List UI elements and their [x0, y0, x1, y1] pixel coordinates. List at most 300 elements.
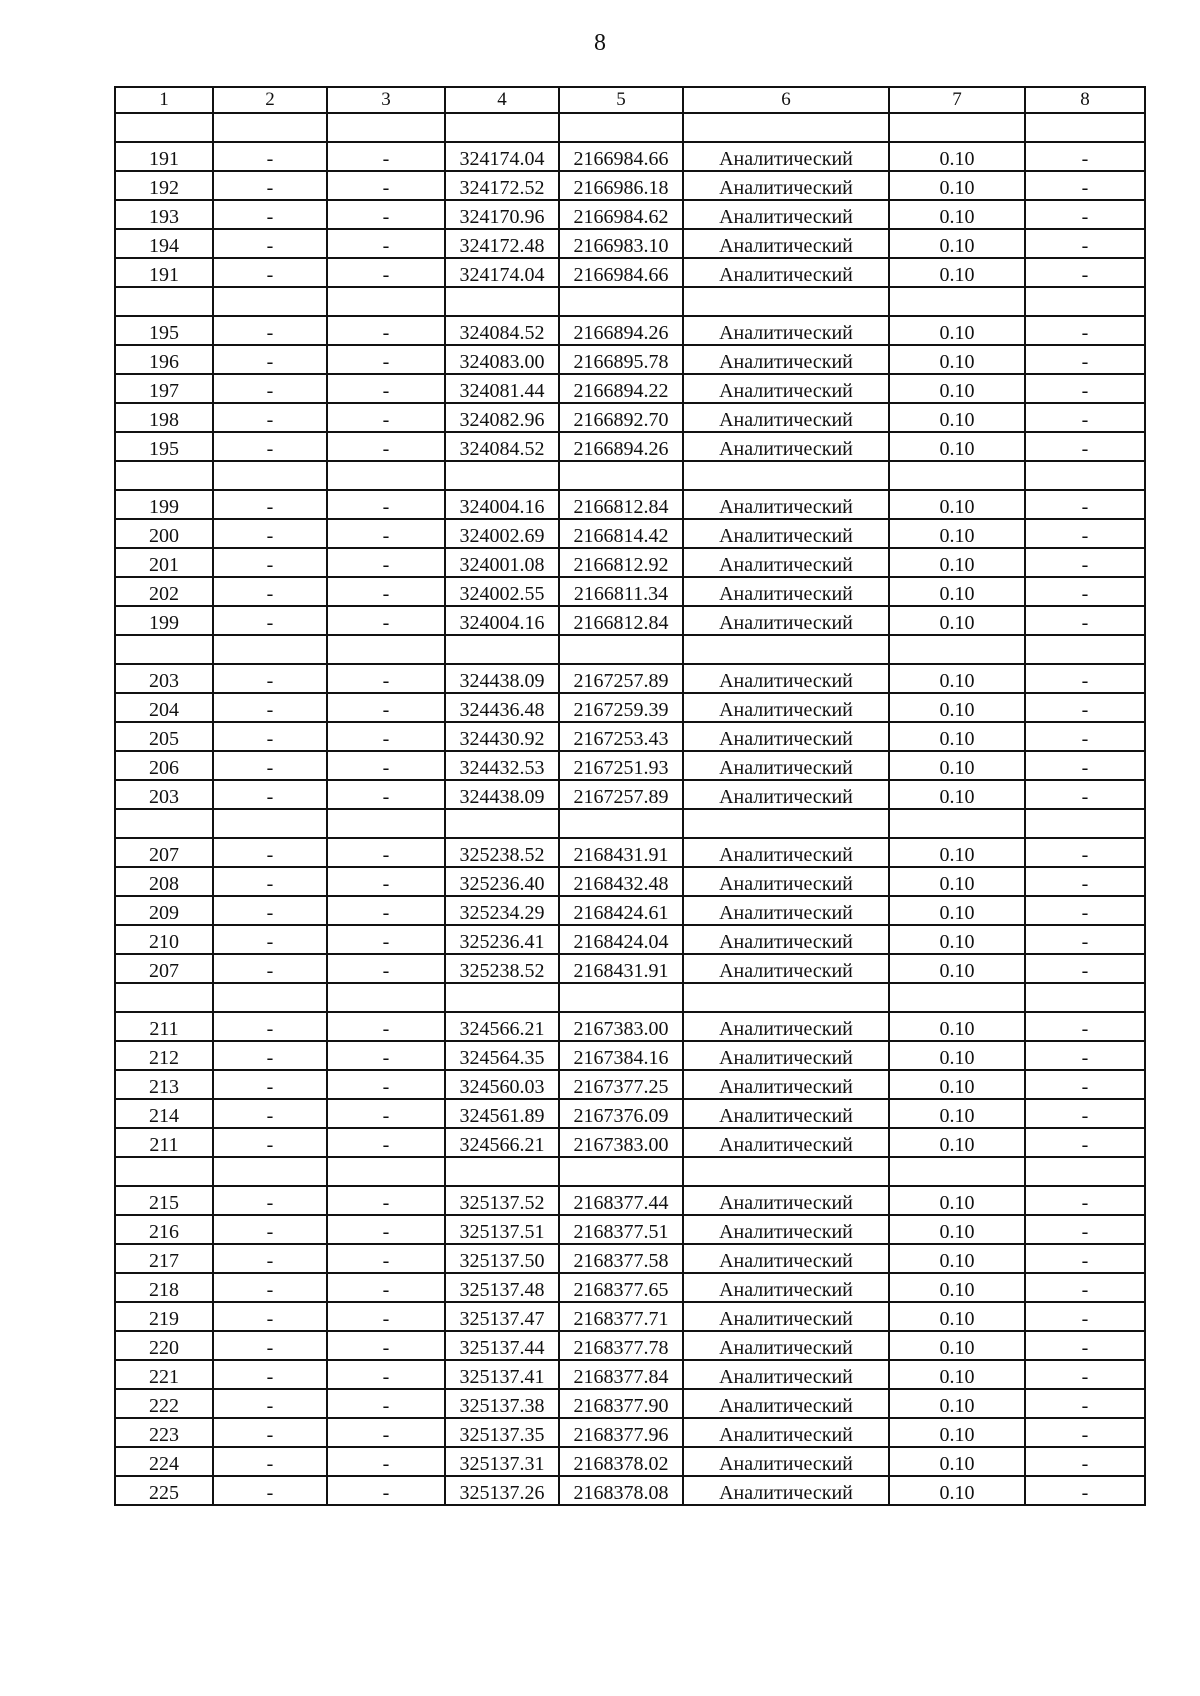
col2-cell — [213, 1157, 327, 1186]
method-cell: Аналитический — [683, 1128, 889, 1157]
col8-cell: - — [1025, 548, 1145, 577]
col8-cell: - — [1025, 751, 1145, 780]
col2-cell: - — [213, 606, 327, 635]
y-coordinate-cell: 2166892.70 — [559, 403, 683, 432]
point-number-cell: 197 — [115, 374, 213, 403]
y-coordinate-cell: 2166894.26 — [559, 316, 683, 345]
accuracy-cell: 0.10 — [889, 1012, 1025, 1041]
col3-cell: - — [327, 722, 445, 751]
col3-cell: - — [327, 1186, 445, 1215]
col2-cell — [213, 809, 327, 838]
x-coordinate-cell: 324438.09 — [445, 780, 559, 809]
y-coordinate-cell: 2167257.89 — [559, 780, 683, 809]
x-coordinate-cell: 325137.47 — [445, 1302, 559, 1331]
accuracy-cell: 0.10 — [889, 229, 1025, 258]
column-header: 5 — [559, 87, 683, 113]
table-row — [115, 316, 1145, 345]
col2-cell: - — [213, 345, 327, 374]
point-number-cell: 224 — [115, 1447, 213, 1476]
x-coordinate-cell: 324561.89 — [445, 1099, 559, 1128]
accuracy-cell: 0.10 — [889, 954, 1025, 983]
point-number-cell: 198 — [115, 403, 213, 432]
accuracy-cell: 0.10 — [889, 1360, 1025, 1389]
col3-cell: - — [327, 1389, 445, 1418]
table-row — [115, 1447, 1145, 1476]
table-row — [115, 200, 1145, 229]
point-number-cell: 212 — [115, 1041, 213, 1070]
col3-cell: - — [327, 867, 445, 896]
col8-cell: - — [1025, 432, 1145, 461]
method-cell: Аналитический — [683, 925, 889, 954]
method-cell: Аналитический — [683, 490, 889, 519]
accuracy-cell — [889, 461, 1025, 490]
x-coordinate-cell: 324002.55 — [445, 577, 559, 606]
accuracy-cell: 0.10 — [889, 1215, 1025, 1244]
y-coordinate-cell — [559, 1157, 683, 1186]
method-cell: Аналитический — [683, 432, 889, 461]
x-coordinate-cell: 325137.26 — [445, 1476, 559, 1505]
method-cell: Аналитический — [683, 345, 889, 374]
col3-cell: - — [327, 1070, 445, 1099]
col3-cell: - — [327, 374, 445, 403]
table-row — [115, 606, 1145, 635]
method-cell: Аналитический — [683, 1244, 889, 1273]
y-coordinate-cell: 2167383.00 — [559, 1128, 683, 1157]
col3-cell: - — [327, 1273, 445, 1302]
point-number-cell — [115, 635, 213, 664]
x-coordinate-cell: 325137.35 — [445, 1418, 559, 1447]
col2-cell: - — [213, 577, 327, 606]
col8-cell: - — [1025, 1418, 1145, 1447]
y-coordinate-cell: 2168377.44 — [559, 1186, 683, 1215]
col3-cell: - — [327, 780, 445, 809]
y-coordinate-cell: 2167251.93 — [559, 751, 683, 780]
col2-cell: - — [213, 838, 327, 867]
col8-cell: - — [1025, 519, 1145, 548]
col3-cell — [327, 113, 445, 142]
table-row — [115, 171, 1145, 200]
y-coordinate-cell: 2168378.08 — [559, 1476, 683, 1505]
x-coordinate-cell — [445, 287, 559, 316]
accuracy-cell — [889, 1157, 1025, 1186]
col2-cell: - — [213, 548, 327, 577]
col2-cell: - — [213, 1244, 327, 1273]
table-row — [115, 1360, 1145, 1389]
col8-cell — [1025, 983, 1145, 1012]
column-header: 1 — [115, 87, 213, 113]
col3-cell: - — [327, 606, 445, 635]
method-cell: Аналитический — [683, 316, 889, 345]
method-cell: Аналитический — [683, 229, 889, 258]
col8-cell — [1025, 809, 1145, 838]
table-row — [115, 490, 1145, 519]
point-number-cell — [115, 287, 213, 316]
col3-cell — [327, 635, 445, 664]
table-row — [115, 1273, 1145, 1302]
col3-cell: - — [327, 838, 445, 867]
point-number-cell: 205 — [115, 722, 213, 751]
table-row — [115, 548, 1145, 577]
method-cell: Аналитический — [683, 142, 889, 171]
y-coordinate-cell — [559, 113, 683, 142]
x-coordinate-cell: 324174.04 — [445, 258, 559, 287]
x-coordinate-cell: 325137.41 — [445, 1360, 559, 1389]
method-cell — [683, 461, 889, 490]
method-cell: Аналитический — [683, 1215, 889, 1244]
accuracy-cell: 0.10 — [889, 1302, 1025, 1331]
y-coordinate-cell: 2166895.78 — [559, 345, 683, 374]
point-number-cell: 222 — [115, 1389, 213, 1418]
table-row — [115, 1099, 1145, 1128]
method-cell: Аналитический — [683, 1447, 889, 1476]
table-header-row — [115, 87, 1145, 113]
col2-cell — [213, 461, 327, 490]
col2-cell: - — [213, 1476, 327, 1505]
col8-cell: - — [1025, 374, 1145, 403]
method-cell — [683, 1157, 889, 1186]
point-number-cell: 199 — [115, 606, 213, 635]
x-coordinate-cell: 324560.03 — [445, 1070, 559, 1099]
col3-cell: - — [327, 171, 445, 200]
col3-cell — [327, 1157, 445, 1186]
x-coordinate-cell: 324083.00 — [445, 345, 559, 374]
table-row — [115, 1418, 1145, 1447]
accuracy-cell: 0.10 — [889, 693, 1025, 722]
x-coordinate-cell: 324438.09 — [445, 664, 559, 693]
col3-cell: - — [327, 1215, 445, 1244]
col8-cell — [1025, 113, 1145, 142]
x-coordinate-cell: 324084.52 — [445, 316, 559, 345]
point-number-cell: 219 — [115, 1302, 213, 1331]
col3-cell: - — [327, 403, 445, 432]
point-number-cell: 191 — [115, 258, 213, 287]
col2-cell: - — [213, 664, 327, 693]
method-cell — [683, 113, 889, 142]
table-separator-row — [115, 635, 1145, 664]
y-coordinate-cell: 2168377.96 — [559, 1418, 683, 1447]
method-cell: Аналитический — [683, 1331, 889, 1360]
column-header: 7 — [889, 87, 1025, 113]
col8-cell: - — [1025, 345, 1145, 374]
point-number-cell: 218 — [115, 1273, 213, 1302]
x-coordinate-cell: 324174.04 — [445, 142, 559, 171]
col2-cell: - — [213, 316, 327, 345]
col8-cell: - — [1025, 1099, 1145, 1128]
table-separator-row — [115, 287, 1145, 316]
col3-cell: - — [327, 954, 445, 983]
col2-cell: - — [213, 780, 327, 809]
col2-cell: - — [213, 1273, 327, 1302]
y-coordinate-cell: 2168432.48 — [559, 867, 683, 896]
method-cell: Аналитический — [683, 1273, 889, 1302]
y-coordinate-cell: 2168431.91 — [559, 838, 683, 867]
point-number-cell: 193 — [115, 200, 213, 229]
col2-cell: - — [213, 258, 327, 287]
y-coordinate-cell: 2168377.84 — [559, 1360, 683, 1389]
col2-cell: - — [213, 693, 327, 722]
x-coordinate-cell: 325236.40 — [445, 867, 559, 896]
x-coordinate-cell: 324436.48 — [445, 693, 559, 722]
col8-cell: - — [1025, 1447, 1145, 1476]
col8-cell: - — [1025, 780, 1145, 809]
col2-cell: - — [213, 1302, 327, 1331]
table-row — [115, 1012, 1145, 1041]
col8-cell: - — [1025, 838, 1145, 867]
col3-cell: - — [327, 1447, 445, 1476]
method-cell: Аналитический — [683, 1418, 889, 1447]
method-cell: Аналитический — [683, 896, 889, 925]
col2-cell: - — [213, 142, 327, 171]
table-row — [115, 925, 1145, 954]
method-cell: Аналитический — [683, 751, 889, 780]
col8-cell: - — [1025, 1302, 1145, 1331]
method-cell: Аналитический — [683, 1186, 889, 1215]
y-coordinate-cell: 2168377.90 — [559, 1389, 683, 1418]
table-row — [115, 1244, 1145, 1273]
col8-cell: - — [1025, 693, 1145, 722]
col8-cell: - — [1025, 1389, 1145, 1418]
y-coordinate-cell: 2166986.18 — [559, 171, 683, 200]
x-coordinate-cell: 324004.16 — [445, 606, 559, 635]
col3-cell — [327, 809, 445, 838]
y-coordinate-cell: 2167377.25 — [559, 1070, 683, 1099]
accuracy-cell: 0.10 — [889, 374, 1025, 403]
table-row — [115, 1070, 1145, 1099]
col3-cell: - — [327, 925, 445, 954]
col2-cell: - — [213, 432, 327, 461]
col8-cell: - — [1025, 577, 1145, 606]
point-number-cell: 195 — [115, 316, 213, 345]
accuracy-cell: 0.10 — [889, 1447, 1025, 1476]
point-number-cell: 214 — [115, 1099, 213, 1128]
method-cell: Аналитический — [683, 1070, 889, 1099]
y-coordinate-cell — [559, 461, 683, 490]
col2-cell: - — [213, 229, 327, 258]
col8-cell: - — [1025, 1128, 1145, 1157]
table-row — [115, 722, 1145, 751]
accuracy-cell: 0.10 — [889, 577, 1025, 606]
method-cell: Аналитический — [683, 374, 889, 403]
accuracy-cell: 0.10 — [889, 722, 1025, 751]
table-row — [115, 664, 1145, 693]
col3-cell: - — [327, 316, 445, 345]
table-row — [115, 258, 1145, 287]
x-coordinate-cell: 324566.21 — [445, 1012, 559, 1041]
table-row — [115, 867, 1145, 896]
x-coordinate-cell — [445, 635, 559, 664]
table-row — [115, 1041, 1145, 1070]
col3-cell: - — [327, 751, 445, 780]
col3-cell: - — [327, 1476, 445, 1505]
col2-cell — [213, 983, 327, 1012]
accuracy-cell: 0.10 — [889, 171, 1025, 200]
method-cell: Аналитический — [683, 258, 889, 287]
col2-cell: - — [213, 1012, 327, 1041]
y-coordinate-cell: 2168377.65 — [559, 1273, 683, 1302]
y-coordinate-cell: 2168377.78 — [559, 1331, 683, 1360]
col3-cell: - — [327, 229, 445, 258]
col3-cell: - — [327, 1302, 445, 1331]
y-coordinate-cell: 2168377.58 — [559, 1244, 683, 1273]
y-coordinate-cell: 2167253.43 — [559, 722, 683, 751]
x-coordinate-cell: 325238.52 — [445, 954, 559, 983]
method-cell: Аналитический — [683, 1041, 889, 1070]
table-separator-row — [115, 1157, 1145, 1186]
col2-cell: - — [213, 751, 327, 780]
col3-cell: - — [327, 142, 445, 171]
accuracy-cell: 0.10 — [889, 1418, 1025, 1447]
accuracy-cell — [889, 287, 1025, 316]
method-cell: Аналитический — [683, 1476, 889, 1505]
y-coordinate-cell: 2168378.02 — [559, 1447, 683, 1476]
point-number-cell: 204 — [115, 693, 213, 722]
col8-cell: - — [1025, 1476, 1145, 1505]
col2-cell: - — [213, 1389, 327, 1418]
col8-cell: - — [1025, 229, 1145, 258]
table-separator-row — [115, 983, 1145, 1012]
point-number-cell: 206 — [115, 751, 213, 780]
table-row — [115, 838, 1145, 867]
point-number-cell: 220 — [115, 1331, 213, 1360]
accuracy-cell: 0.10 — [889, 1476, 1025, 1505]
accuracy-cell: 0.10 — [889, 200, 1025, 229]
col3-cell: - — [327, 200, 445, 229]
page-number: 8 — [594, 30, 606, 56]
table-row — [115, 345, 1145, 374]
col3-cell: - — [327, 1099, 445, 1128]
col3-cell: - — [327, 1360, 445, 1389]
table-row — [115, 780, 1145, 809]
col8-cell: - — [1025, 1215, 1145, 1244]
col8-cell: - — [1025, 490, 1145, 519]
table-row — [115, 1331, 1145, 1360]
table-row — [115, 432, 1145, 461]
column-header: 3 — [327, 87, 445, 113]
accuracy-cell: 0.10 — [889, 664, 1025, 693]
col2-cell: - — [213, 519, 327, 548]
col2-cell: - — [213, 374, 327, 403]
col8-cell: - — [1025, 925, 1145, 954]
col2-cell: - — [213, 490, 327, 519]
accuracy-cell: 0.10 — [889, 780, 1025, 809]
accuracy-cell: 0.10 — [889, 1389, 1025, 1418]
point-number-cell: 223 — [115, 1418, 213, 1447]
accuracy-cell: 0.10 — [889, 142, 1025, 171]
col2-cell: - — [213, 867, 327, 896]
method-cell: Аналитический — [683, 1389, 889, 1418]
point-number-cell: 201 — [115, 548, 213, 577]
method-cell: Аналитический — [683, 664, 889, 693]
point-number-cell: 200 — [115, 519, 213, 548]
x-coordinate-cell: 324001.08 — [445, 548, 559, 577]
col8-cell: - — [1025, 954, 1145, 983]
col8-cell: - — [1025, 171, 1145, 200]
accuracy-cell: 0.10 — [889, 1186, 1025, 1215]
y-coordinate-cell: 2167383.00 — [559, 1012, 683, 1041]
method-cell: Аналитический — [683, 838, 889, 867]
col3-cell: - — [327, 258, 445, 287]
col8-cell: - — [1025, 316, 1145, 345]
col2-cell: - — [213, 200, 327, 229]
accuracy-cell: 0.10 — [889, 345, 1025, 374]
accuracy-cell: 0.10 — [889, 1244, 1025, 1273]
method-cell: Аналитический — [683, 171, 889, 200]
x-coordinate-cell: 325137.44 — [445, 1331, 559, 1360]
point-number-cell: 211 — [115, 1012, 213, 1041]
point-number-cell: 191 — [115, 142, 213, 171]
accuracy-cell: 0.10 — [889, 1041, 1025, 1070]
col3-cell — [327, 287, 445, 316]
method-cell: Аналитический — [683, 200, 889, 229]
column-header: 2 — [213, 87, 327, 113]
col3-cell: - — [327, 1128, 445, 1157]
y-coordinate-cell — [559, 635, 683, 664]
method-cell — [683, 287, 889, 316]
y-coordinate-cell: 2166811.34 — [559, 577, 683, 606]
y-coordinate-cell: 2167257.89 — [559, 664, 683, 693]
col2-cell: - — [213, 171, 327, 200]
y-coordinate-cell: 2167259.39 — [559, 693, 683, 722]
y-coordinate-cell: 2168424.04 — [559, 925, 683, 954]
y-coordinate-cell: 2166984.62 — [559, 200, 683, 229]
accuracy-cell — [889, 809, 1025, 838]
col8-cell: - — [1025, 1041, 1145, 1070]
accuracy-cell: 0.10 — [889, 403, 1025, 432]
x-coordinate-cell — [445, 809, 559, 838]
col2-cell — [213, 287, 327, 316]
x-coordinate-cell: 324002.69 — [445, 519, 559, 548]
accuracy-cell: 0.10 — [889, 519, 1025, 548]
col3-cell: - — [327, 1041, 445, 1070]
x-coordinate-cell: 324004.16 — [445, 490, 559, 519]
point-number-cell: 215 — [115, 1186, 213, 1215]
col2-cell: - — [213, 1128, 327, 1157]
col8-cell: - — [1025, 1273, 1145, 1302]
column-header: 4 — [445, 87, 559, 113]
col3-cell — [327, 461, 445, 490]
accuracy-cell: 0.10 — [889, 1128, 1025, 1157]
col2-cell: - — [213, 954, 327, 983]
col3-cell: - — [327, 664, 445, 693]
column-header: 6 — [683, 87, 889, 113]
y-coordinate-cell: 2166984.66 — [559, 142, 683, 171]
x-coordinate-cell: 324081.44 — [445, 374, 559, 403]
accuracy-cell: 0.10 — [889, 1331, 1025, 1360]
col2-cell: - — [213, 1186, 327, 1215]
table-row — [115, 1215, 1145, 1244]
point-number-cell: 210 — [115, 925, 213, 954]
y-coordinate-cell: 2168424.61 — [559, 896, 683, 925]
accuracy-cell: 0.10 — [889, 432, 1025, 461]
col8-cell: - — [1025, 1012, 1145, 1041]
col3-cell: - — [327, 1418, 445, 1447]
method-cell: Аналитический — [683, 519, 889, 548]
col8-cell: - — [1025, 1186, 1145, 1215]
x-coordinate-cell: 324432.53 — [445, 751, 559, 780]
x-coordinate-cell — [445, 461, 559, 490]
point-number-cell: 192 — [115, 171, 213, 200]
x-coordinate-cell: 324172.52 — [445, 171, 559, 200]
col3-cell: - — [327, 490, 445, 519]
accuracy-cell: 0.10 — [889, 751, 1025, 780]
point-number-cell: 207 — [115, 838, 213, 867]
x-coordinate-cell: 325236.41 — [445, 925, 559, 954]
col8-cell: - — [1025, 896, 1145, 925]
x-coordinate-cell: 325137.31 — [445, 1447, 559, 1476]
col3-cell: - — [327, 1331, 445, 1360]
col2-cell: - — [213, 1418, 327, 1447]
accuracy-cell: 0.10 — [889, 316, 1025, 345]
